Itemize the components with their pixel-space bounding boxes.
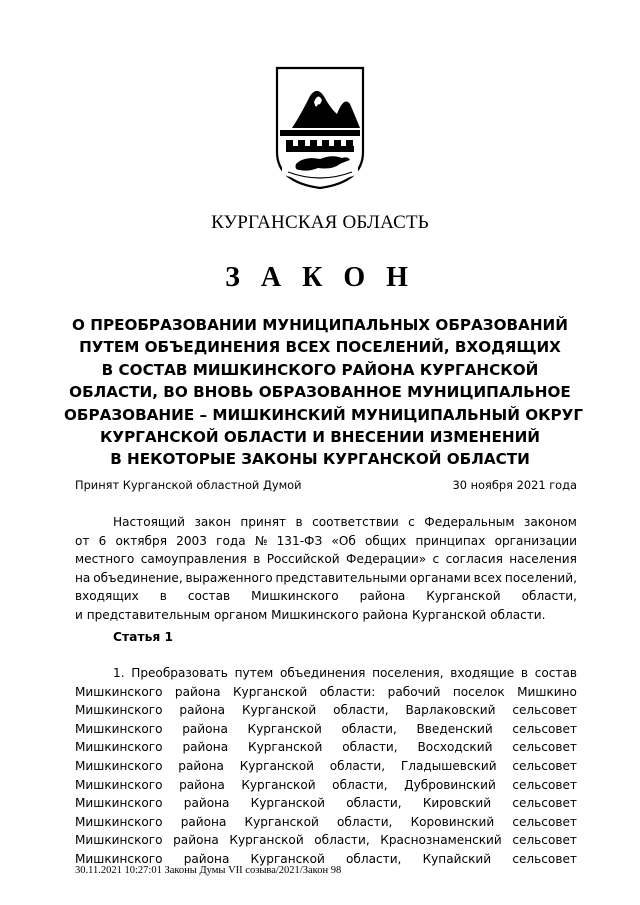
word: поселений,	[504, 570, 577, 585]
preamble-line	[75, 569, 577, 588]
word: Мишкинского	[75, 758, 163, 773]
word: законом	[523, 515, 577, 529]
word: всех	[473, 570, 503, 585]
word: области,	[346, 796, 402, 811]
word: Курганской	[241, 703, 317, 718]
word: области,	[337, 814, 393, 829]
word: Краснознаменский	[380, 833, 502, 848]
article-line	[75, 701, 577, 720]
word: района	[182, 721, 228, 736]
word: области,	[341, 721, 397, 736]
word: 6	[98, 533, 107, 548]
word: сельсовет	[512, 814, 577, 829]
law-title-line: КУРГАНСКОЙ ОБЛАСТИ И ВНЕСЕНИИ ИЗМЕНЕНИЙ	[99, 428, 541, 447]
word: района	[183, 851, 230, 866]
word: поселок	[452, 684, 505, 699]
word: Федеральным	[424, 515, 515, 529]
word: Федерации»	[346, 552, 427, 567]
word: представительными	[275, 570, 407, 585]
word: сельсовет	[512, 851, 577, 866]
article-line	[75, 683, 577, 702]
word: организации	[494, 533, 577, 548]
region-name: КУРГАНСКАЯ ОБЛАСТЬ	[211, 212, 429, 233]
word: октября	[115, 533, 167, 548]
word: сельсовет	[512, 777, 577, 792]
word: 1.	[113, 666, 125, 680]
adopted-by: Принят Курганской областной Думой	[75, 478, 302, 492]
word: входящих	[75, 589, 139, 604]
word: района	[180, 814, 227, 829]
word: Варлаковский	[405, 703, 496, 718]
word: Курганской	[232, 684, 308, 699]
document-footer-stamp: 30.11.2021 10:27:01 Законы Думы VII созыва/2021/Закон 98	[75, 865, 342, 876]
word: в	[159, 589, 167, 604]
word: принят	[240, 515, 287, 529]
article-paragraph	[75, 664, 577, 869]
word: согласия	[445, 552, 503, 567]
word: соответствии	[312, 515, 399, 529]
article-line	[75, 757, 577, 776]
word: Курганской	[247, 721, 322, 736]
word: Курганской	[244, 814, 319, 829]
article-line	[75, 776, 577, 795]
word: с	[432, 552, 440, 567]
preamble-line: и представительным органом Мишкинского района Курганской области.	[75, 607, 546, 622]
word: общих	[365, 533, 407, 548]
word: района	[182, 740, 229, 755]
adoption-date: 30 ноября 2021 года	[452, 478, 577, 492]
word: области,	[314, 833, 370, 848]
word: сельсовет	[512, 833, 577, 848]
word: закон	[194, 515, 231, 529]
law-title-line: О ПРЕОБРАЗОВАНИИ МУНИЦИПАЛЬНЫХ ОБРАЗОВАНИЙ	[72, 316, 568, 334]
word: рабочий	[387, 684, 441, 699]
word: Мишкинского	[75, 703, 163, 718]
word: Кировский	[422, 796, 492, 811]
word: Коровинский	[410, 814, 495, 829]
word: Настоящий	[113, 515, 185, 529]
word: Курганской	[250, 851, 325, 866]
word: области,	[346, 851, 402, 866]
word: области,	[521, 589, 577, 604]
word: Мишкинского	[75, 851, 163, 866]
law-title-line: ОБЛАСТИ, ВО ВНОВЬ ОБРАЗОВАННОЕ МУНИЦИПАЛЬНОЕ	[69, 383, 571, 402]
word: входящие	[450, 666, 515, 680]
article-line	[75, 664, 577, 683]
word: №	[254, 533, 268, 548]
word: области:	[319, 684, 376, 699]
word: области,	[332, 777, 388, 792]
word: Гладышевский	[400, 758, 497, 773]
word: сельсовет	[512, 703, 577, 718]
preamble-line	[75, 587, 577, 606]
law-title-line: ОБРАЗОВАНИЕ – МИШКИНСКИЙ МУНИЦИПАЛЬНЫЙ ОКРУГ	[64, 405, 584, 424]
preamble-line	[75, 532, 577, 551]
word: в	[520, 666, 529, 680]
preamble-line	[75, 513, 577, 532]
word: Мишкино	[517, 684, 577, 699]
word: в	[295, 515, 303, 529]
word: Курганской	[426, 589, 501, 604]
word: района	[179, 703, 226, 718]
word: с	[408, 515, 415, 529]
word: Восходский	[417, 740, 493, 755]
word: Мишкинского	[75, 777, 163, 792]
word: Купайский	[422, 851, 492, 866]
word: района	[178, 758, 224, 773]
word: объединение,	[93, 570, 183, 585]
word: области,	[329, 758, 386, 773]
word: органами	[409, 570, 471, 585]
word: населения	[509, 552, 577, 567]
word: сельсовет	[512, 758, 577, 773]
word: на	[75, 570, 91, 585]
word: области,	[333, 703, 389, 718]
word: района	[183, 796, 230, 811]
word: 2003	[176, 533, 207, 548]
word: «Об	[331, 533, 356, 548]
preamble-paragraph	[75, 513, 577, 625]
coat-of-arms	[274, 66, 366, 190]
word: местного	[75, 552, 135, 567]
word: Мишкинского	[75, 814, 163, 829]
word: Мишкинского	[75, 833, 163, 848]
word: области,	[342, 740, 398, 755]
article-heading: Статья 1	[113, 630, 174, 644]
article-line	[75, 738, 577, 757]
word: Курганской	[250, 796, 325, 811]
word: самоуправления	[140, 552, 247, 567]
word: состав	[534, 666, 577, 680]
word: от	[75, 533, 90, 548]
word: выраженного	[185, 570, 273, 585]
word: Курганской	[241, 777, 316, 792]
article-line	[75, 794, 577, 813]
law-title-line: В СОСТАВ МИШКИНСКОГО РАЙОНА КУРГАНСКОЙ	[101, 360, 539, 379]
word: района	[173, 833, 219, 848]
word: Мишкинского	[75, 740, 163, 755]
word: Курганской	[229, 833, 304, 848]
law-title-line: В НЕКОТОРЫЕ ЗАКОНЫ КУРГАНСКОЙ ОБЛАСТИ	[110, 450, 530, 469]
kurgan-region-coat-of-arms-icon	[274, 66, 366, 190]
word: Мишкинского	[75, 796, 163, 811]
word: в	[253, 552, 261, 567]
document-type: З А К О Н	[225, 262, 415, 293]
word: сельсовет	[512, 796, 577, 811]
preamble-line	[75, 550, 577, 569]
word: Российской	[266, 552, 340, 567]
word: Мишкинского	[75, 721, 163, 736]
word: Мишкинского	[251, 589, 339, 604]
law-title-line: ПУТЕМ ОБЪЕДИНЕНИЯ ВСЕХ ПОСЕЛЕНИЙ, ВХОДЯЩИХ	[79, 338, 561, 357]
word: сельсовет	[512, 740, 577, 755]
word: объединения	[279, 666, 366, 680]
word: Дубровинский	[404, 777, 496, 792]
word: 131-ФЗ	[276, 533, 323, 548]
word: Преобразовать	[131, 666, 228, 680]
word: Введенский	[416, 721, 493, 736]
article-line	[75, 813, 577, 832]
word: принципах	[415, 533, 486, 548]
word: района	[174, 684, 221, 699]
word: района	[179, 777, 225, 792]
word: Мишкинского	[75, 684, 163, 699]
word: Курганской	[239, 758, 314, 773]
article-line	[75, 831, 577, 850]
word: Курганской	[248, 740, 323, 755]
word: района	[359, 589, 406, 604]
article-line	[75, 720, 577, 739]
word: состав	[187, 589, 231, 604]
word: путем	[234, 666, 274, 680]
word: поселения,	[372, 666, 444, 680]
word: года	[216, 533, 246, 548]
law-title	[64, 314, 584, 471]
word: сельсовет	[512, 721, 577, 736]
